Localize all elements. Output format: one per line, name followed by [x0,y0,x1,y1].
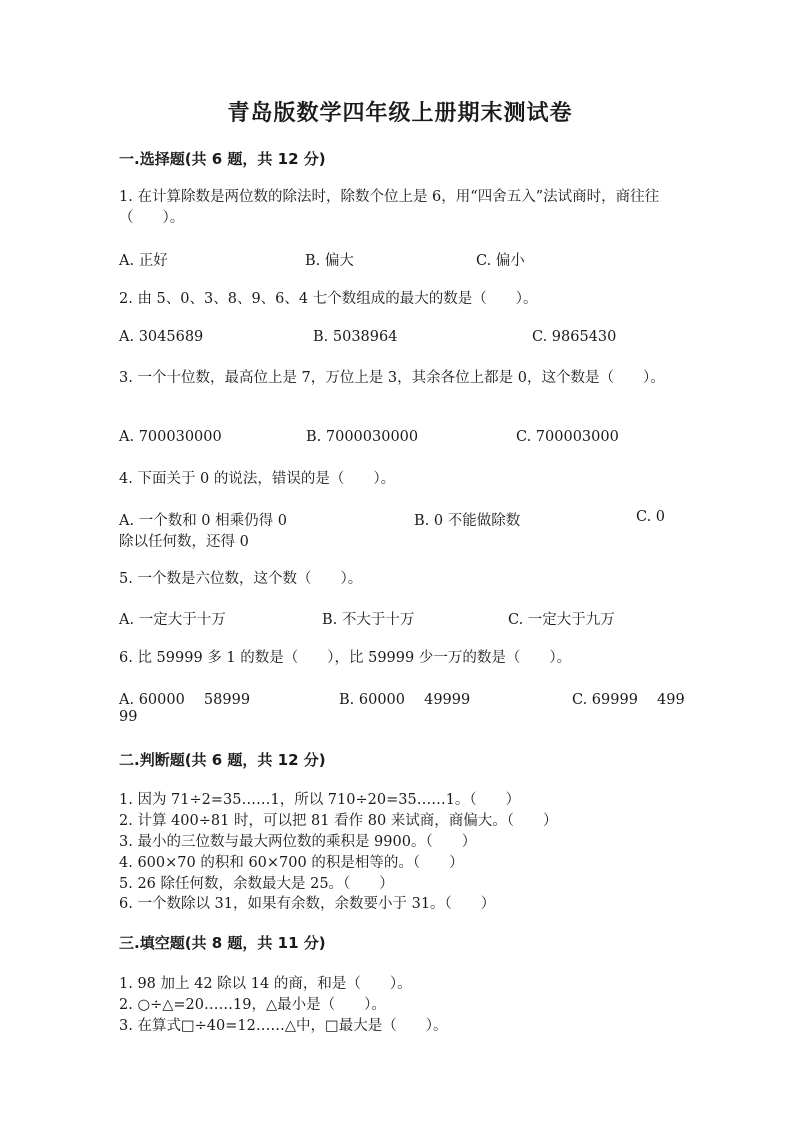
q4-option-c-continuation: 除以任何数，还得 0 [119,534,249,550]
fill-item-1: 1. 98 加上 42 除以 14 的商，和是（ ）。 [119,976,412,992]
q1-option-b: B. 偏大 [305,253,354,269]
q3-option-a: A. 700030000 [119,429,222,445]
fill-item-3: 3. 在算式□÷40=12……△中，□最大是（ ）。 [119,1018,448,1034]
section-heading-choice: 一.选择题(共 6 题，共 12 分) [119,150,326,168]
q4-option-a: A. 一个数和 0 相乘仍得 0 [119,513,287,529]
question-2: 2. 由 5、0、3、8、9、6、4 七个数组成的最大的数是（ ）。 [119,291,538,307]
q1-option-c: C. 偏小 [476,253,525,269]
section-heading-fill-in: 三.填空题(共 8 题，共 11 分) [119,934,326,952]
q6-option-a: A. 60000 58999 [119,692,251,708]
judgement-item-4: 4. 600×70 的积和 60×700 的积是相等的。（ ） [119,855,464,871]
judgement-item-3: 3. 最小的三位数与最大两位数的乘积是 9900。（ ） [119,834,477,850]
q5-option-a: A. 一定大于十万 [119,612,226,628]
q6-option-b: B. 60000 49999 [339,692,471,708]
q3-option-c: C. 700003000 [516,429,619,445]
question-4: 4. 下面关于 0 的说法，错误的是（ ）。 [119,471,396,487]
judgement-item-2: 2. 计算 400÷81 时，可以把 81 看作 80 来试商，商偏大。（ ） [119,813,558,829]
q5-option-c: C. 一定大于九万 [508,612,615,628]
question-3: 3. 一个十位数，最高位上是 7，万位上是 3，其余各位上都是 0，这个数是（ ）。 [119,370,665,386]
question-5: 5. 一个数是六位数，这个数（ ）。 [119,571,363,587]
question-1: 1. 在计算除数是两位数的除法时，除数个位上是 6，用“四舍五入”法试商时，商往往（ ）。 [119,189,660,226]
judgement-item-1: 1. 因为 71÷2=35……1，所以 710÷20=35……1。（ ） [119,792,521,808]
q5-option-b: B. 不大于十万 [322,612,415,628]
section-heading-judgement: 二.判断题(共 6 题，共 12 分) [119,751,326,769]
page-title: 青岛版数学四年级上册期末测试卷 [227,100,573,126]
q4-option-c: C. 0 [636,509,666,525]
q6-option-c: C. 69999 499 [572,692,685,708]
q3-option-b: B. 7000030000 [306,429,419,445]
q2-option-a: A. 3045689 [119,329,204,345]
judgement-item-5: 5. 26 除任何数，余数最大是 25。（ ） [119,876,394,892]
q2-option-c: C. 9865430 [532,329,617,345]
q1-option-a: A. 正好 [119,253,168,269]
q4-option-b: B. 0 不能做除数 [414,513,521,529]
fill-item-2: 2. ○÷△=20……19，△最小是（ ）。 [119,997,386,1013]
question-6: 6. 比 59999 多 1 的数是（ ），比 59999 少一万的数是（ ）。 [119,650,572,666]
judgement-item-6: 6. 一个数除以 31，如果有余数，余数要小于 31。（ ） [119,896,496,912]
q6-option-c-continuation: 99 [119,709,138,725]
q2-option-b: B. 5038964 [313,329,398,345]
